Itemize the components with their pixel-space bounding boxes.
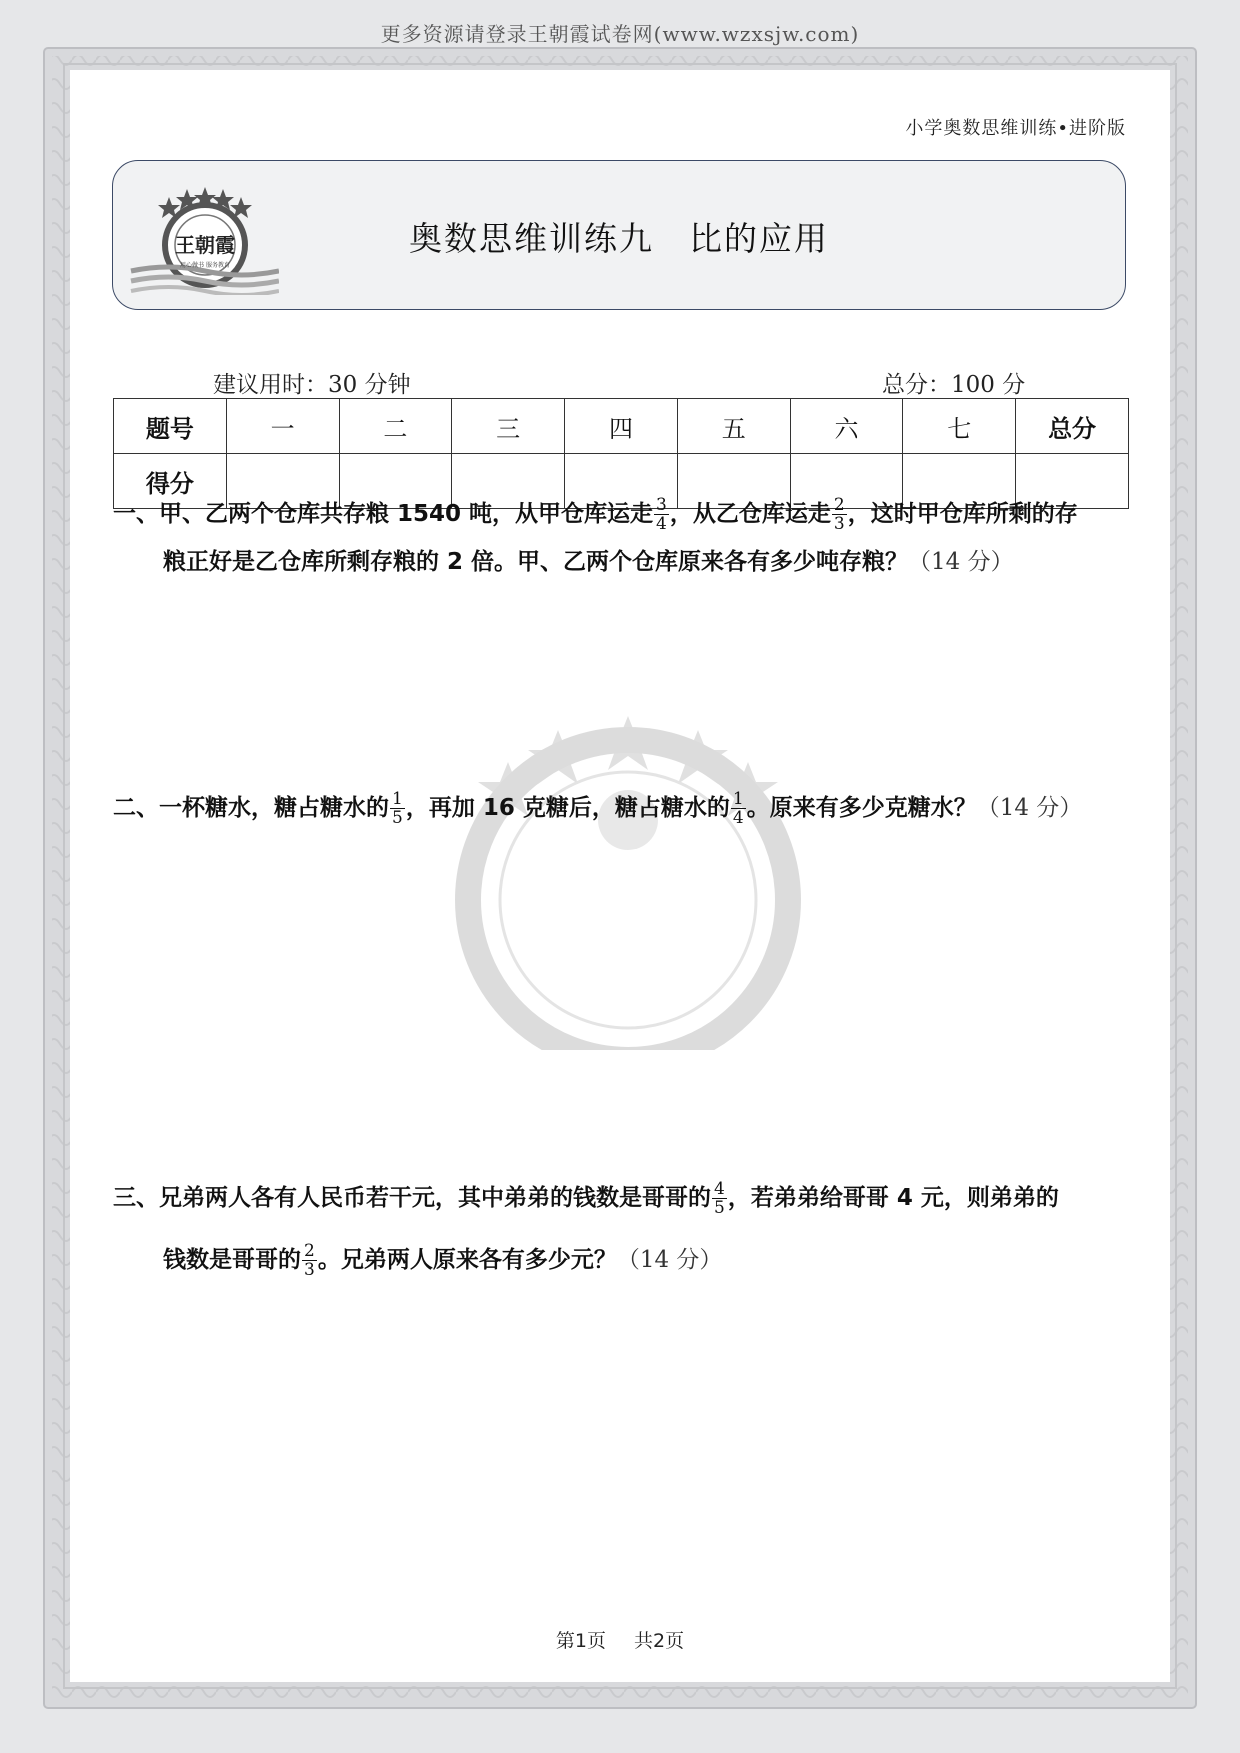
- numerator: 4: [714, 1179, 725, 1199]
- score-cell-header: 四: [565, 399, 678, 454]
- question-text: 兄弟两人各有人民币若干元，其中弟弟的钱数是哥哥的: [159, 1185, 711, 1211]
- question-text: 钱数是哥哥的: [163, 1247, 301, 1273]
- score-row-label: 得分: [114, 454, 227, 509]
- score-table-header-row: [114, 399, 1129, 454]
- logo-slogan: 用心做书 服务教育: [180, 262, 230, 269]
- question-text: ，这时甲仓库所剩的存: [847, 501, 1078, 527]
- page-number: 第1页: [555, 1630, 606, 1652]
- question-text-line2: [113, 538, 1133, 586]
- score-cell-header: 二: [339, 399, 452, 454]
- question-text: 甲、乙两个仓库共存粮 1540 吨，从甲仓库运走: [159, 501, 654, 527]
- score-cell-header: 五: [677, 399, 790, 454]
- title-box: [112, 160, 1126, 310]
- score-cell-header: 题号: [114, 399, 227, 454]
- worksheet-page: [70, 70, 1170, 1682]
- fraction: [832, 496, 847, 533]
- denominator: 5: [392, 808, 403, 828]
- question-text: ，再加 16 克糖后，糖占糖水的: [405, 795, 730, 821]
- fraction: [712, 1180, 727, 1217]
- numerator: 1: [392, 789, 403, 809]
- series-label: 小学奥数思维训练•进阶版: [905, 118, 1126, 139]
- denominator: 4: [656, 514, 667, 534]
- watermark-logo: [448, 690, 808, 1050]
- question-text-line2: [113, 1236, 1133, 1284]
- fraction: [731, 790, 746, 827]
- score-cell-header: 一: [226, 399, 339, 454]
- question-number: 三、: [113, 1185, 159, 1211]
- question-text: 粮正好是乙仓库所剩存粮的 2 倍。甲、乙两个仓库原来各有多少吨存粮？: [163, 549, 909, 575]
- total-score: 总分：100 分: [882, 372, 1026, 398]
- suggested-time: 建议用时：30 分钟: [213, 372, 411, 398]
- numerator: 1: [732, 789, 744, 809]
- page-count: 共2页: [634, 1630, 685, 1652]
- question-text: ，若弟弟给哥哥 4 元，则弟弟的: [727, 1185, 1059, 1211]
- denominator: 3: [833, 514, 845, 534]
- question-1: [113, 490, 1133, 586]
- fraction: [390, 790, 405, 827]
- question-2: [113, 784, 1133, 832]
- score-cell-header: 三: [452, 399, 565, 454]
- question-text: ，从乙仓库运走: [669, 501, 831, 527]
- fraction: [654, 496, 669, 533]
- question-points: （14 分）: [616, 1247, 723, 1273]
- fraction: [302, 1242, 317, 1279]
- denominator: 5: [714, 1198, 725, 1218]
- denominator: 4: [732, 808, 744, 828]
- numerator: 3: [656, 495, 667, 515]
- top-banner: 更多资源请登录王朝霞试卷网(www.wzxsjw.com): [380, 22, 860, 46]
- question-points: （14 分）: [976, 795, 1083, 821]
- question-number: 一、: [113, 501, 159, 527]
- page-footer: [70, 1626, 1170, 1653]
- question-text: 。原来有多少克糖水？: [746, 795, 977, 821]
- question-3: [113, 1174, 1133, 1284]
- page-title: 奥数思维训练九 比的应用: [409, 219, 829, 258]
- question-points: （14 分）: [908, 549, 1014, 575]
- denominator: 3: [304, 1260, 315, 1280]
- score-cell-header: 总分: [1016, 399, 1129, 454]
- logo-wordmark: 王朝霞: [175, 233, 235, 257]
- score-cell-header: 七: [903, 399, 1016, 454]
- question-number: 二、: [113, 795, 159, 821]
- numerator: 2: [304, 1241, 315, 1261]
- question-text: 一杯糖水，糖占糖水的: [159, 795, 389, 821]
- numerator: 2: [833, 495, 845, 515]
- score-cell-header: 六: [790, 399, 903, 454]
- question-text: 。兄弟两人原来各有多少元？: [317, 1247, 617, 1273]
